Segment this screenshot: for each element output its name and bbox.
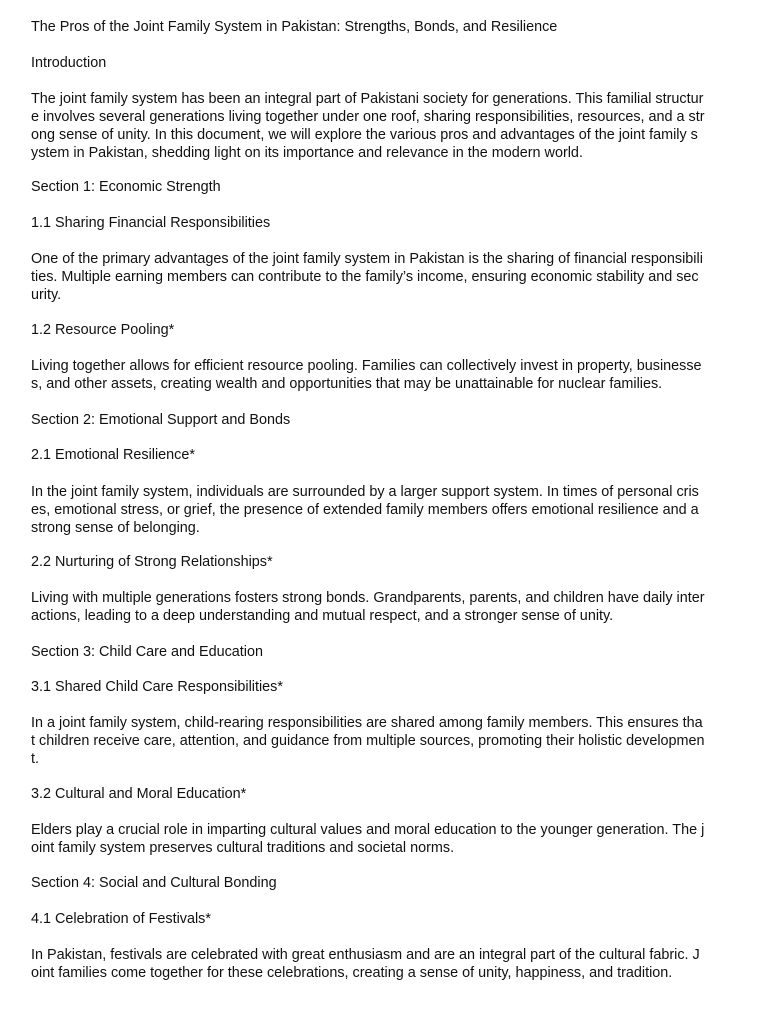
- paragraph-line: One of the primary advantages of the joint family system in Pakistan is the sharing of financial responsibili: [31, 251, 703, 267]
- subsection-1-2-heading: 1.2 Resource Pooling*: [31, 322, 175, 338]
- paragraph-line: In a joint family system, child-rearing responsibilities are shared among family members. This ensures tha: [31, 715, 703, 731]
- introduction-line: ong sense of unity. In this document, we will explore the various pros and advantages of the joint family s: [31, 127, 698, 143]
- introduction-line: e involves several generations living together under one roof, sharing responsibilities, resources, and a str: [31, 109, 705, 125]
- introduction-heading: Introduction: [31, 55, 107, 71]
- subsection-3-1-heading: 3.1 Shared Child Care Responsibilities*: [31, 679, 283, 695]
- paragraph-line: es, emotional stress, or grief, the presence of extended family members offers emotional resilience and a: [31, 502, 699, 518]
- paragraph-line: oint families come together for these celebrations, creating a sense of unity, happiness, and tradition.: [31, 965, 673, 981]
- section-1-heading: Section 1: Economic Strength: [31, 179, 221, 195]
- paragraph-line: In Pakistan, festivals are celebrated with great enthusiasm and are an integral part of the cultural fabric. J: [31, 947, 700, 963]
- paragraph-line: urity.: [31, 287, 62, 303]
- subsection-3-2-heading: 3.2 Cultural and Moral Education*: [31, 786, 247, 802]
- introduction-line: ystem in Pakistan, shedding light on its importance and relevance in the modern world.: [31, 145, 583, 161]
- paragraph-line: Elders play a crucial role in imparting cultural values and moral education to the younger generation. The j: [31, 822, 705, 838]
- paragraph-line: In the joint family system, individuals are surrounded by a larger support system. In times of personal cris: [31, 484, 699, 500]
- subsection-4-1-heading: 4.1 Celebration of Festivals*: [31, 911, 211, 927]
- paragraph-line: oint family system preserves cultural traditions and societal norms.: [31, 840, 455, 856]
- introduction-line: The joint family system has been an integral part of Pakistani society for generations. This familial structur: [31, 91, 704, 107]
- section-4-heading: Section 4: Social and Cultural Bonding: [31, 875, 277, 891]
- subsection-1-1-heading: 1.1 Sharing Financial Responsibilities: [31, 215, 271, 231]
- subsection-2-2-heading: 2.2 Nurturing of Strong Relationships*: [31, 554, 273, 570]
- subsection-2-1-heading: 2.1 Emotional Resilience*: [31, 447, 195, 463]
- section-3-heading: Section 3: Child Care and Education: [31, 644, 263, 660]
- paragraph-line: ties. Multiple earning members can contribute to the family’s income, ensuring economic stability and sec: [31, 269, 699, 285]
- section-2-heading: Section 2: Emotional Support and Bonds: [31, 412, 291, 428]
- document-title: The Pros of the Joint Family System in Pakistan: Strengths, Bonds, and Resilience: [31, 19, 558, 35]
- paragraph-line: Living with multiple generations fosters strong bonds. Grandparents, parents, and children have daily inter: [31, 590, 705, 606]
- paragraph-line: actions, leading to a deep understanding and mutual respect, and a stronger sense of unity.: [31, 608, 614, 624]
- paragraph-line: t.: [31, 751, 39, 767]
- paragraph-line: Living together allows for efficient resource pooling. Families can collectively invest in property, businesse: [31, 358, 702, 374]
- paragraph-line: t children receive care, attention, and guidance from multiple sources, promoting their holistic developmen: [31, 733, 705, 749]
- paragraph-line: strong sense of belonging.: [31, 520, 200, 536]
- paragraph-line: s, and other assets, creating wealth and opportunities that may be unattainable for nuclear families.: [31, 376, 663, 392]
